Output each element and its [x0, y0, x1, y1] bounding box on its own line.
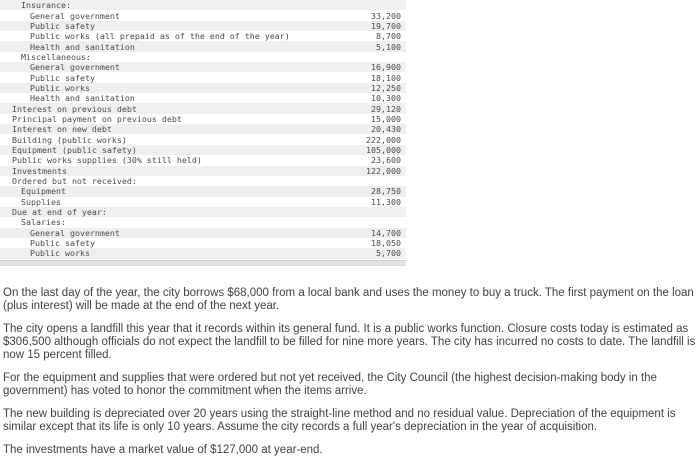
- row-value: 10,300: [371, 93, 401, 104]
- horizontal-scrollbar[interactable]: [0, 260, 406, 266]
- row-value: 222,000: [366, 134, 401, 145]
- row-label: Supplies: [21, 196, 61, 207]
- paragraph: For the equipment and supplies that were ordered but not yet received, the City Council (the highest decision-making body in the government) has voted to honor the commitment when the items arrive.: [3, 372, 657, 397]
- table-row: [0, 197, 406, 207]
- row-value: 19,700: [371, 20, 401, 31]
- table-row: [0, 62, 406, 72]
- row-label: Salaries:: [21, 217, 66, 228]
- row-label: Public works (all prepaid as of the end of the year): [30, 31, 290, 42]
- table-row: [0, 10, 406, 20]
- row-label: Public safety: [30, 20, 95, 31]
- row-value: 23,600: [371, 155, 401, 166]
- table-row: [0, 124, 406, 134]
- table-row: [0, 31, 406, 41]
- row-value: 11,300: [371, 196, 401, 207]
- table-row: [0, 228, 406, 238]
- scrollbar-thumb[interactable]: [0, 261, 406, 265]
- row-value: 28,750: [371, 186, 401, 197]
- table-row: [0, 217, 406, 227]
- table-row: [0, 0, 406, 10]
- table-row: [0, 155, 406, 165]
- table-row: [0, 238, 406, 248]
- row-label: Investments: [12, 165, 67, 176]
- row-label: Equipment (public safety): [12, 144, 137, 155]
- row-label: Principal payment on previous debt: [12, 113, 182, 124]
- paragraph: The city opens a landfill this year that it records within its general fund. It is a public works function. Closure costs today is estimated as $306,500 although officials do not expect the landfill to be filled for nine more years. The city has incurred no costs to date. The landfill is now 15 percent filled.: [3, 323, 696, 361]
- row-label: Health and sanitation: [30, 41, 135, 52]
- table-row: [0, 52, 406, 62]
- table-row: [0, 93, 406, 103]
- row-label: Equipment: [21, 186, 66, 197]
- row-value: 5,100: [376, 41, 401, 52]
- table-row: [0, 41, 406, 51]
- table-row: [0, 248, 406, 258]
- table-row: [0, 186, 406, 196]
- row-value: 18,050: [371, 238, 401, 249]
- row-value: 105,000: [366, 144, 401, 155]
- row-label: Building (public works): [12, 134, 127, 145]
- row-label: Ordered but not received:: [12, 176, 137, 187]
- row-value: 18,100: [371, 72, 401, 83]
- table-row: [0, 21, 406, 31]
- row-label: Public works supplies (30% still held): [12, 155, 202, 166]
- expenditures-table: [0, 0, 406, 266]
- row-value: 15,000: [371, 113, 401, 124]
- row-value: 29,120: [371, 103, 401, 114]
- row-label: Public works: [30, 248, 90, 259]
- table-row: [0, 176, 406, 186]
- paragraph: On the last day of the year, the city borrows $68,000 from a local bank and uses the money to buy a truck. The first payment on the loan (plus interest) will be made at the end of the next year.: [3, 287, 694, 312]
- row-label: Due at end of year:: [12, 207, 107, 218]
- row-value: 12,250: [371, 82, 401, 93]
- row-label: Health and sanitation: [30, 93, 135, 104]
- table-row: [0, 166, 406, 176]
- row-label: Public safety: [30, 72, 95, 83]
- table-row: [0, 83, 406, 93]
- row-value: 14,700: [371, 227, 401, 238]
- paragraph: The investments have a market value of $127,000 at year-end.: [3, 444, 323, 456]
- row-label: General government: [30, 62, 120, 73]
- table-row: [0, 207, 406, 217]
- row-label: Insurance:: [21, 0, 71, 11]
- row-label: Interest on previous debt: [12, 103, 137, 114]
- row-label: Interest on new debt: [12, 124, 112, 135]
- table-row: [0, 134, 406, 144]
- table-row: [0, 114, 406, 124]
- row-value: 33,200: [371, 10, 401, 21]
- row-label: General government: [30, 227, 120, 238]
- table-rows: [0, 0, 406, 259]
- table-row: [0, 103, 406, 113]
- row-value: 16,900: [371, 62, 401, 73]
- row-value: 20,430: [371, 124, 401, 135]
- row-label: Public works: [30, 82, 90, 93]
- row-value: 122,000: [366, 165, 401, 176]
- problem-text: [3, 287, 698, 462]
- row-label: General government: [30, 10, 120, 21]
- row-label: Miscellaneous:: [21, 51, 91, 62]
- row-label: Public safety: [30, 238, 95, 249]
- row-value: 5,700: [376, 248, 401, 259]
- table-row: [0, 72, 406, 82]
- table-row: [0, 145, 406, 155]
- paragraph: The new building is depreciated over 20 years using the straight-line method and no residual value. Depreciation of the equipment is similar except that its life is only 10 years. Assume the city records a full year's depreciation in the year of acquisition.: [3, 408, 676, 433]
- row-value: 8,700: [376, 31, 401, 42]
